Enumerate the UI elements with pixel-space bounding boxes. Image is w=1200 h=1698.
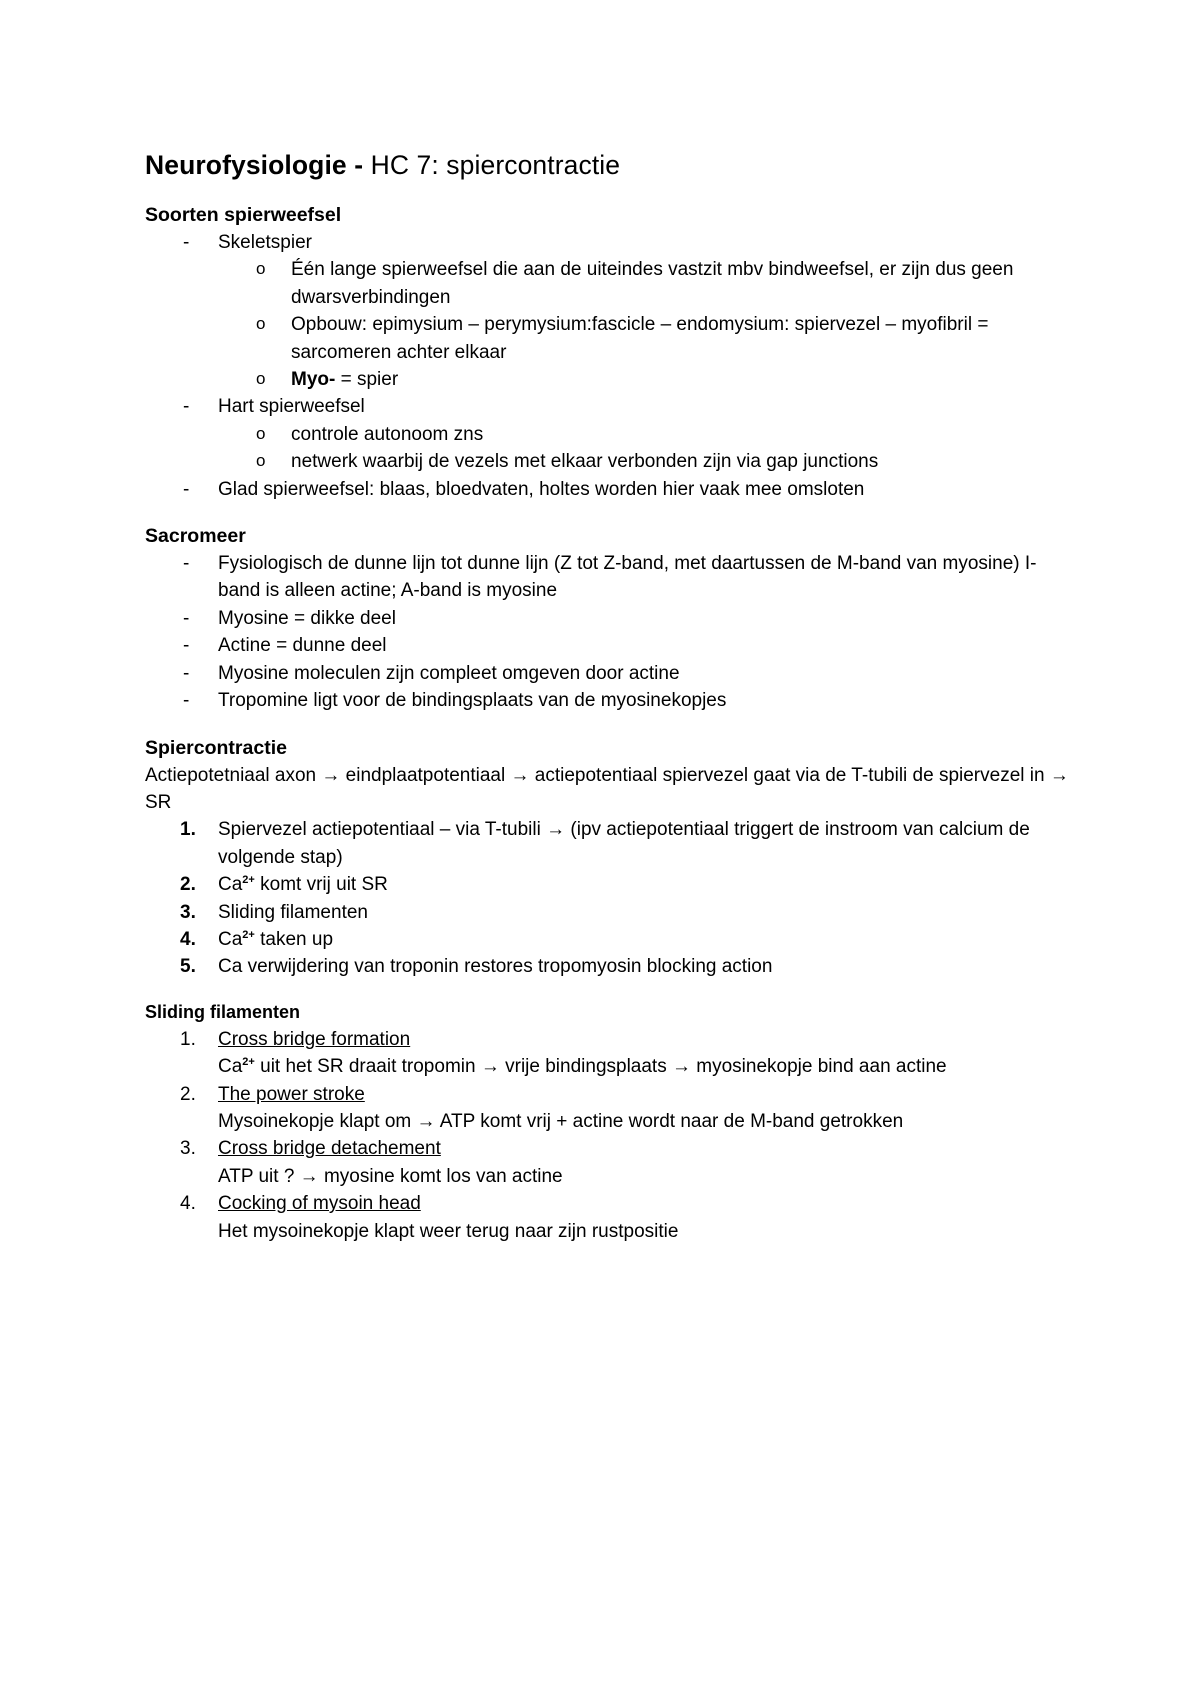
list-item: 1. Cross bridge formation $Ca^{2+}$ uit het SR draait tropomin → vrije bindingsplaats → myosinekopje bind aan actine <box>180 1028 947 1078</box>
list-item: - Myosine = dikke deel <box>183 607 396 629</box>
list-item: - Skeletspier o Één lange spierweefsel die aan de uiteindes vastzit mbv bindweefsel, er zijn dus geen dwarsverbindingen o Opbouw: epimysium – perymysium:fascicle – endomysium: spiervezel – myofibril = sarcomeren achter elkaar o Myo- = spier <box>145 229 1075 393</box>
heading-spiercontractie: Spiercontractie <box>145 736 287 759</box>
list-item: 3. Sliding filamenten <box>180 901 368 923</box>
page-title: Neurofysiologie - HC 7: spiercontractie <box>145 150 621 180</box>
list-item: 2. The power stroke Mysoinekopje klapt om → ATP komt vrij + actine wordt naar de M-band getrokken <box>180 1083 904 1132</box>
hart-sublist <box>145 421 1075 476</box>
list-item: - Tropomine ligt voor de bindingsplaats van de myosinekopjes <box>183 690 727 712</box>
list-item: - Fysiologisch de dunne lijn tot dunne lijn (Z tot Z-band, met daartussen de M-band van myosine) I-band is alleen actine; A-band is myosine <box>183 553 1037 602</box>
heading-soorten-spierweefsel: Soorten spierweefsel <box>145 204 342 226</box>
list-item: 1. Spiervezel actiepotentiaal – via T-tubili → (ipv actiepotentiaal triggert de instroom van calcium de volgende stap) <box>180 819 1030 868</box>
list-item: - Glad spierweefsel: blaas, bloedvaten, holtes worden hier vaak mee omsloten <box>183 478 865 500</box>
arrow-right-icon: → <box>321 764 341 786</box>
list-item: - Myosine moleculen zijn compleet omgeven door actine <box>183 662 680 684</box>
sliding-filamenten-steps <box>145 1026 1075 1245</box>
arrow-right-icon: → <box>546 819 566 841</box>
arrow-right-icon: → <box>672 1056 691 1078</box>
spiercontractie-steps <box>145 816 1075 980</box>
list-item: o Myo- = spier <box>256 369 399 391</box>
list-item: 4. Cocking of mysoin head Het mysoinekopje klapt weer terug naar zijn rustpositie <box>180 1193 679 1242</box>
arrow-right-icon: → <box>1049 764 1069 786</box>
spierweefsel-list <box>145 229 1075 503</box>
list-item: 5. Ca verwijdering van troponin restores tropomyosin blocking action <box>180 956 773 978</box>
heading-sacromeer: Sacromeer <box>145 525 246 548</box>
list-item: o Opbouw: epimysium – perymysium:fascicle – endomysium: spiervezel – myofibril = sarcomeren achter elkaar <box>256 314 989 363</box>
list-item: - Hart spierweefsel o controle autonoom zns o netwerk waarbij de vezels met elkaar verbonden zijn via gap junctions <box>145 393 1075 475</box>
arrow-right-icon: → <box>299 1165 319 1187</box>
arrow-right-icon: → <box>510 764 530 786</box>
arrow-right-icon: → <box>416 1110 436 1132</box>
sacromeer-list <box>145 550 1075 714</box>
list-item: 4. $Ca^{2+}$ taken up <box>180 928 334 950</box>
skeletspier-sublist <box>145 256 1075 393</box>
spiercontractie-intro: Actiepotetniaal axon → eindplaatpotentiaal → actiepotentiaal spiervezel gaat via de T-tubili de spiervezel in → SR <box>145 764 1069 813</box>
heading-sliding-filamenten: Sliding filamenten <box>145 1001 301 1022</box>
list-item: o controle autonoom zns <box>256 423 484 445</box>
list-item: o Één lange spierweefsel die aan de uiteindes vastzit mbv bindweefsel, er zijn dus geen dwarsverbindingen <box>256 259 1014 308</box>
list-item: 2. $Ca^{2+}$ komt vrij uit SR <box>180 874 388 896</box>
list-item: 3. Cross bridge detachement ATP uit ? → myosine komt los van actine <box>180 1138 563 1187</box>
list-item: - Actine = dunne deel <box>183 635 387 657</box>
document-page <box>145 148 1075 1245</box>
list-item: o netwerk waarbij de vezels met elkaar verbonden zijn via gap junctions <box>256 451 879 473</box>
arrow-right-icon: → <box>480 1056 500 1078</box>
